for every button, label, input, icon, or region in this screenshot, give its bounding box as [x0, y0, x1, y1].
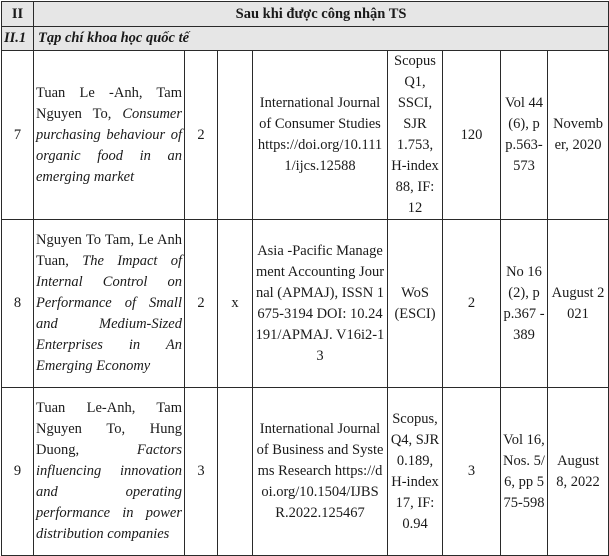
- author-count: 2: [185, 220, 218, 388]
- journal-info: International Journal of Consumer Studies https://doi.org/10.1111/ijcs.12588: [253, 51, 388, 220]
- citation-count: 3: [443, 388, 501, 556]
- main-author-mark: x: [218, 220, 253, 388]
- main-author-mark: [218, 388, 253, 556]
- volume-pages: No 16 (2), pp.367 - 389: [501, 220, 548, 388]
- table-row: [2, 51, 609, 220]
- subsection-header-row: [2, 27, 609, 51]
- publication-date: August 8, 2022: [548, 388, 609, 556]
- citation-count: 2: [443, 220, 501, 388]
- authors: Nguyen To Tam, Le Anh Tuan,: [36, 232, 182, 269]
- section-header-row: [2, 2, 609, 27]
- subsection-title: Tạp chí khoa học quốc tế: [34, 27, 609, 51]
- journal-info: International Journal of Business and Systems Research https://doi.org/10.1504/IJBSR.2022.125467: [253, 388, 388, 556]
- publication-authors-title: [34, 388, 185, 556]
- subsection-code: II.1: [2, 27, 34, 51]
- journal-info: Asia -Pacific Management Accounting Journal (APMAJ), ISSN 1675-3194 DOI: 10.24191/APMAJ. V16i2-13: [253, 220, 388, 388]
- publication-date: November, 2020: [548, 51, 609, 220]
- volume-pages: Vol 44 (6), pp.563-573: [501, 51, 548, 220]
- section-title: Sau khi được công nhận TS: [34, 2, 609, 27]
- publication-authors-title: [34, 220, 185, 388]
- row-number: 7: [2, 51, 34, 220]
- publication-table: [1, 1, 609, 556]
- table-row: [2, 220, 609, 388]
- publication-date: August 2021: [548, 220, 609, 388]
- author-count: 3: [185, 388, 218, 556]
- authors: Tuan Le-Anh, Tam Nguyen To, Hung Duong,: [36, 400, 182, 458]
- author-count: 2: [185, 51, 218, 220]
- row-number: 8: [2, 220, 34, 388]
- index-info: Scopus Q1, SSCI, SJR 1.753, H-index 88, IF: 12: [388, 51, 443, 220]
- index-info: Scopus, Q4, SJR 0.189, H-index 17, IF: 0.94: [388, 388, 443, 556]
- paper-title: Consumer purchasing behaviour of organic food in an emerging market: [36, 105, 182, 185]
- main-author-mark: [218, 51, 253, 220]
- paper-title: Factors influencing innovation and operating performance in power distribution companies: [36, 442, 182, 542]
- table-row: [2, 388, 609, 556]
- authors: Tuan Le -Anh, Tam Nguyen To,: [36, 84, 182, 122]
- row-number: 9: [2, 388, 34, 556]
- paper-title: The Impact of Internal Control on Performance of Small and Medium-Sized Enterprises in An Emerging Economy: [36, 253, 183, 374]
- citation-count: 120: [443, 51, 501, 220]
- index-info: WoS (ESCI): [388, 220, 443, 388]
- volume-pages: Vol 16, Nos. 5/6, pp 575-598: [501, 388, 548, 556]
- publication-authors-title: [34, 51, 185, 220]
- section-code: II: [2, 2, 34, 27]
